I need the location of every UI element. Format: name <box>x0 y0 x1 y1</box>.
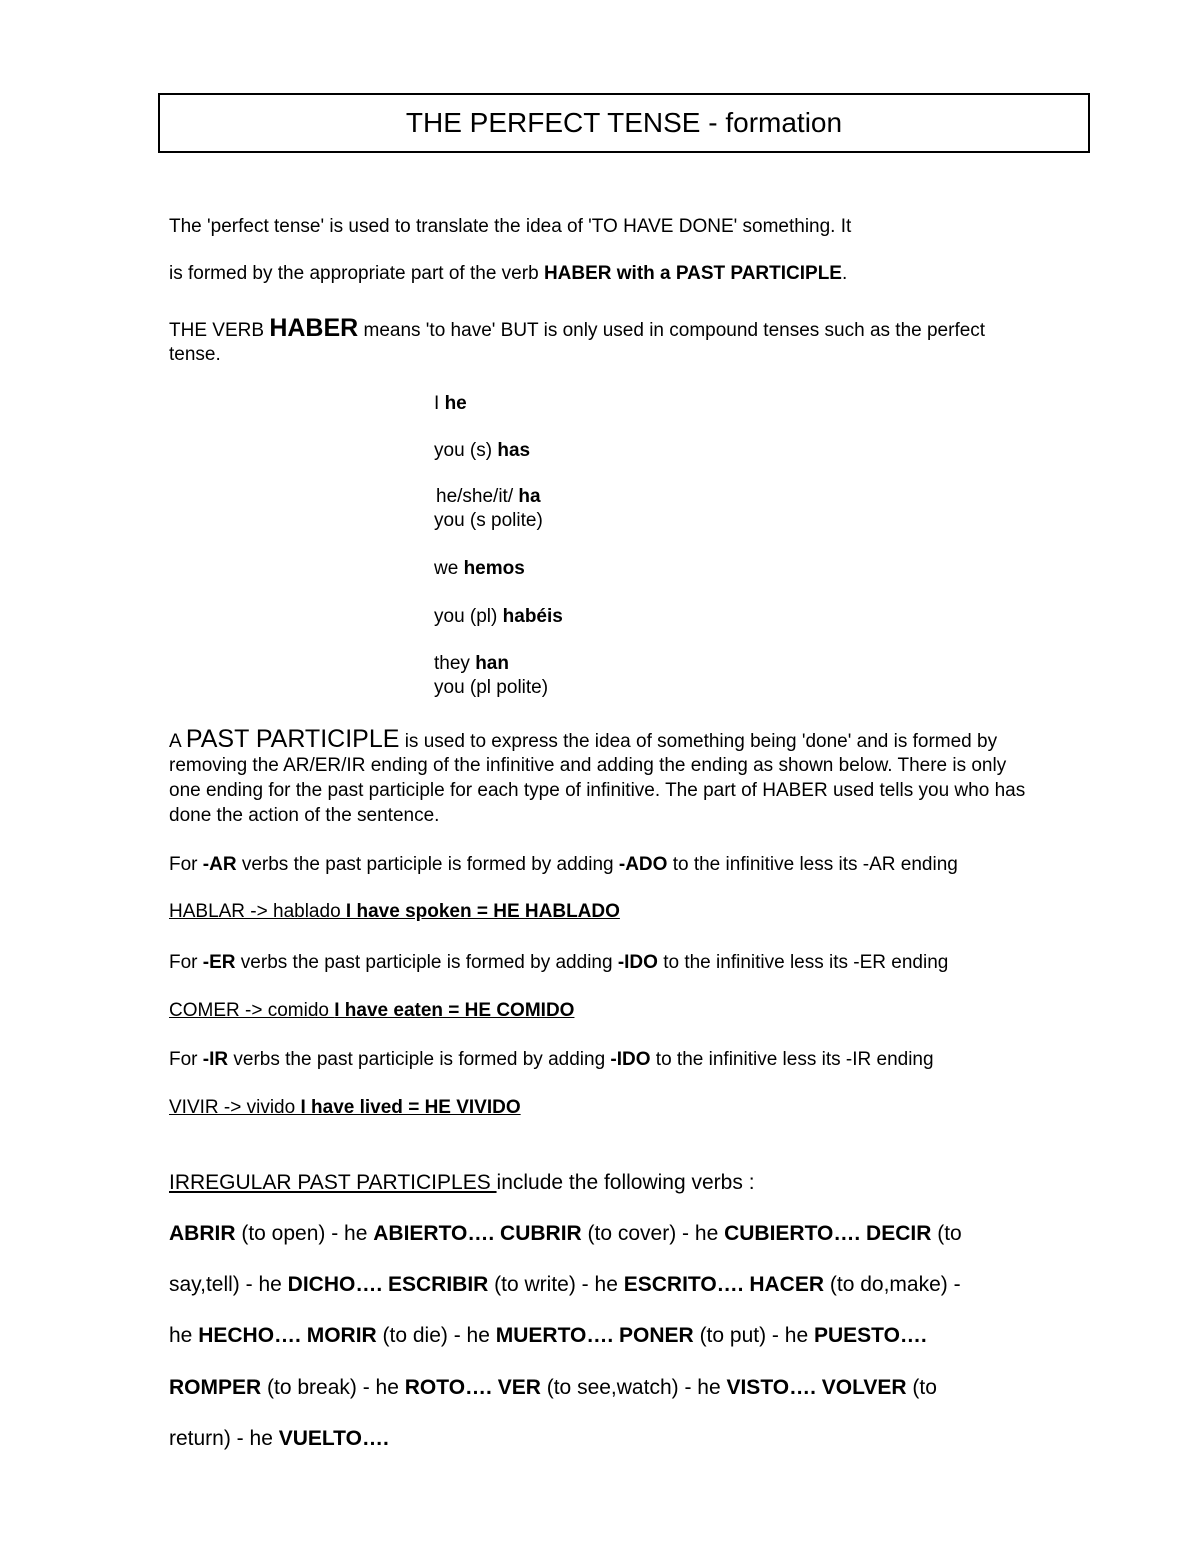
irregular-gloss: return) - he <box>169 1427 279 1450</box>
rule-text: to the infinitive less its -ER ending <box>657 952 949 973</box>
example-ar <box>169 899 620 924</box>
irregular-verb: DICHO…. ESCRIBIR <box>287 1273 489 1296</box>
irregular-verb: ROMPER <box>169 1376 262 1399</box>
irregular-verb: ROTO…. VER <box>404 1376 541 1399</box>
irregular-verb: VUELTO…. <box>278 1427 389 1450</box>
irregular-verb: ABIERTO…. CUBRIR <box>373 1222 582 1245</box>
verb-text-a: THE VERB <box>169 320 270 341</box>
pp-text-a: A <box>169 731 186 752</box>
rule-ar <box>169 852 958 877</box>
conj-form: has <box>497 440 531 461</box>
conj-extra <box>434 676 548 700</box>
irregular-gloss: (to see,watch) - he <box>540 1376 727 1399</box>
irregular-verb: CUBIERTO…. DECIR <box>724 1222 932 1245</box>
irregular-heading-rest: include the following verbs : <box>496 1171 755 1194</box>
conj-form: hemos <box>463 558 525 579</box>
irregular-verb: ABRIR <box>169 1222 236 1245</box>
irregular-line <box>169 1426 389 1452</box>
pp-text-4: done the action of the sentence. <box>169 805 440 826</box>
irregular-gloss: (to open) - he <box>235 1222 374 1245</box>
page-title: THE PERFECT TENSE - formation <box>405 107 843 138</box>
rule-suffix: -ADO <box>618 854 668 875</box>
pp-line-1 <box>169 727 997 754</box>
example-ir <box>169 1095 521 1120</box>
conj-row <box>434 652 509 676</box>
pp-text-c: is used to express the idea of something being 'done' and is formed by <box>399 731 998 752</box>
conj-row <box>434 392 467 416</box>
example-text: HABLAR -> hablado <box>169 901 346 922</box>
conj-pronoun: he/she/it/ <box>436 486 519 507</box>
irregular-line <box>169 1272 961 1298</box>
pp-text-3: one ending for the past participle for each type of infinitive. The part of HABER used tells you who has <box>169 780 1026 801</box>
intro-text-2a: is formed by the appropriate part of the verb <box>169 263 544 284</box>
example-translation: I have eaten = HE COMIDO <box>334 1000 575 1021</box>
conj-row <box>434 605 563 629</box>
conj-row <box>436 485 541 509</box>
rule-suffix: -IDO <box>610 1049 651 1070</box>
example-text: VIVIR -> vivido <box>169 1097 301 1118</box>
pp-line-4 <box>169 803 439 828</box>
example-text: COMER -> comido <box>169 1000 335 1021</box>
rule-text: For <box>169 854 203 875</box>
verb-haber: HABER <box>269 314 359 342</box>
conj-form: ha <box>518 486 541 507</box>
conj-pronoun: you (s) <box>434 440 498 461</box>
conj-form: habéis <box>502 606 563 627</box>
pp-line-3 <box>169 778 1025 803</box>
irregular-verb: VISTO…. VOLVER <box>726 1376 907 1399</box>
rule-ending: -AR <box>202 854 237 875</box>
conj-extra <box>434 509 543 533</box>
irregular-heading <box>169 1170 755 1196</box>
conj-pronoun: they <box>434 653 476 674</box>
rule-text: to the infinitive less its -AR ending <box>667 854 958 875</box>
irregular-gloss: (to <box>931 1222 962 1245</box>
intro-text-1: The 'perfect tense' is used to translate the idea of 'TO HAVE DONE' something. It <box>169 216 852 237</box>
pp-term: PAST PARTICIPLE <box>185 725 400 753</box>
irregular-gloss: he <box>169 1324 199 1347</box>
irregular-line <box>169 1323 927 1349</box>
rule-text: verbs the past participle is formed by adding <box>236 854 619 875</box>
irregular-heading-title: IRREGULAR PAST PARTICIPLES <box>169 1171 497 1194</box>
irregular-line <box>169 1375 937 1401</box>
intro-line-1 <box>169 214 851 239</box>
example-translation: I have lived = HE VIVIDO <box>300 1097 521 1118</box>
verb-text-c: means 'to have' BUT is only used in compound tenses such as the perfect <box>358 320 986 341</box>
rule-er <box>169 950 948 975</box>
rule-ending: -ER <box>202 952 236 973</box>
irregular-gloss: (to write) - he <box>488 1273 624 1296</box>
conj-row <box>434 557 525 581</box>
irregular-verb: ESCRITO…. HACER <box>623 1273 825 1296</box>
conj-pronoun: I <box>434 393 445 414</box>
irregular-line <box>169 1221 962 1247</box>
irregular-gloss: (to do,make) - <box>824 1273 961 1296</box>
irregular-gloss: (to <box>906 1376 937 1399</box>
verb-line-1 <box>169 316 985 343</box>
conj-form: han <box>475 653 509 674</box>
rule-ir <box>169 1047 934 1072</box>
conj-pronoun: you (pl) <box>434 606 503 627</box>
pp-text-2: removing the AR/ER/IR ending of the infinitive and adding the ending as shown below. There is only <box>169 755 1007 776</box>
intro-line-2 <box>169 261 847 286</box>
pp-line-2 <box>169 753 1006 778</box>
rule-text: verbs the past participle is formed by adding <box>228 1049 611 1070</box>
irregular-verb: PUESTO…. <box>813 1324 927 1347</box>
irregular-gloss: (to cover) - he <box>581 1222 725 1245</box>
irregular-gloss: (to die) - he <box>376 1324 496 1347</box>
irregular-verb: HECHO…. MORIR <box>198 1324 377 1347</box>
conj-form: he <box>444 393 467 414</box>
irregular-gloss: (to break) - he <box>261 1376 405 1399</box>
rule-text: For <box>169 1049 203 1070</box>
verb-line-2 <box>169 342 221 367</box>
conj-extra-text: you (s polite) <box>434 510 543 531</box>
title-box <box>158 93 1090 153</box>
rule-text: verbs the past participle is formed by adding <box>235 952 618 973</box>
rule-ending: -IR <box>202 1049 229 1070</box>
conj-extra-text: you (pl polite) <box>434 677 549 698</box>
intro-text-2b: HABER with a PAST PARTICIPLE <box>543 263 842 284</box>
intro-text-2c: . <box>841 263 848 284</box>
irregular-verb: MUERTO…. PONER <box>495 1324 694 1347</box>
example-translation: I have spoken = HE HABLADO <box>345 901 620 922</box>
rule-text: For <box>169 952 203 973</box>
irregular-gloss: (to put) - he <box>693 1324 814 1347</box>
rule-text: to the infinitive less its -IR ending <box>650 1049 934 1070</box>
conj-row <box>434 439 530 463</box>
example-er <box>169 998 574 1023</box>
conj-pronoun: we <box>434 558 464 579</box>
irregular-gloss: say,tell) - he <box>169 1273 288 1296</box>
rule-suffix: -IDO <box>617 952 658 973</box>
verb-text-d: tense. <box>169 344 221 365</box>
